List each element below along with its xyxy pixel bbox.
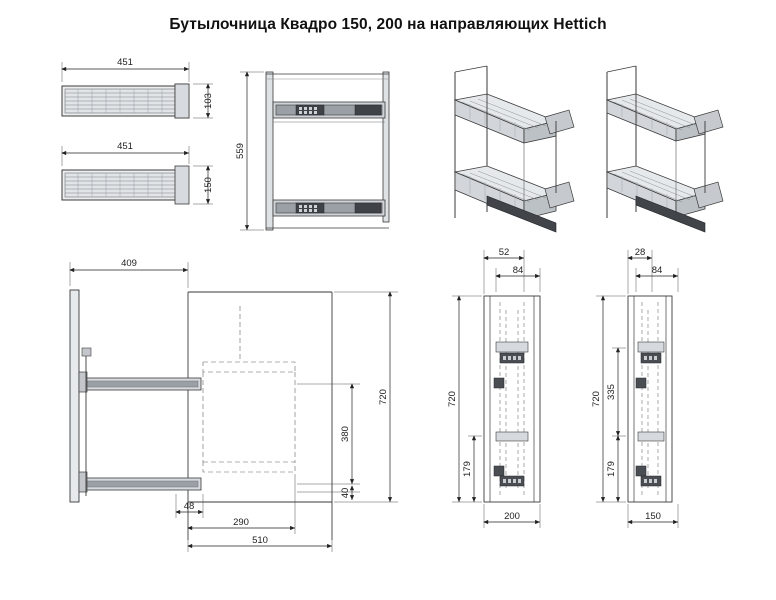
dim-52: 52 xyxy=(498,247,510,258)
view-iso-200 xyxy=(455,66,574,232)
dim-380: 380 xyxy=(340,426,351,442)
view-side-frame xyxy=(235,72,389,230)
dim-720-plan150: 720 xyxy=(591,391,602,407)
dim-409: 409 xyxy=(121,258,137,269)
dim-179-plan200: 179 xyxy=(462,461,473,477)
dim-290: 290 xyxy=(233,517,249,528)
dim-559: 559 xyxy=(235,143,246,159)
view-iso-150 xyxy=(607,66,723,232)
view-plan-150 xyxy=(591,247,678,528)
dim-48: 48 xyxy=(183,501,195,512)
dim-451-upper: 451 xyxy=(117,57,133,68)
dim-103: 103 xyxy=(203,93,214,109)
dim-84-200: 84 xyxy=(512,265,524,276)
view-front-section xyxy=(70,258,398,552)
dim-150-plan: 150 xyxy=(645,511,661,522)
dim-40: 40 xyxy=(340,487,351,499)
view-top-basket-upper xyxy=(62,57,214,118)
dim-28: 28 xyxy=(634,247,646,258)
dim-451-lower: 451 xyxy=(117,141,133,152)
dim-335: 335 xyxy=(606,384,617,400)
page-title: Бутылочница Квадро 150, 200 на направляющих Hettich xyxy=(169,16,607,33)
dim-510: 510 xyxy=(252,535,268,546)
dim-720-section: 720 xyxy=(378,389,389,405)
dim-720-plan200: 720 xyxy=(447,391,458,407)
dim-150-basket: 150 xyxy=(203,177,214,193)
dim-179-plan150: 179 xyxy=(606,461,617,477)
dim-200: 200 xyxy=(504,511,520,522)
view-top-basket-lower xyxy=(62,141,214,204)
view-plan-200 xyxy=(447,247,540,528)
dim-84-150: 84 xyxy=(651,265,663,276)
